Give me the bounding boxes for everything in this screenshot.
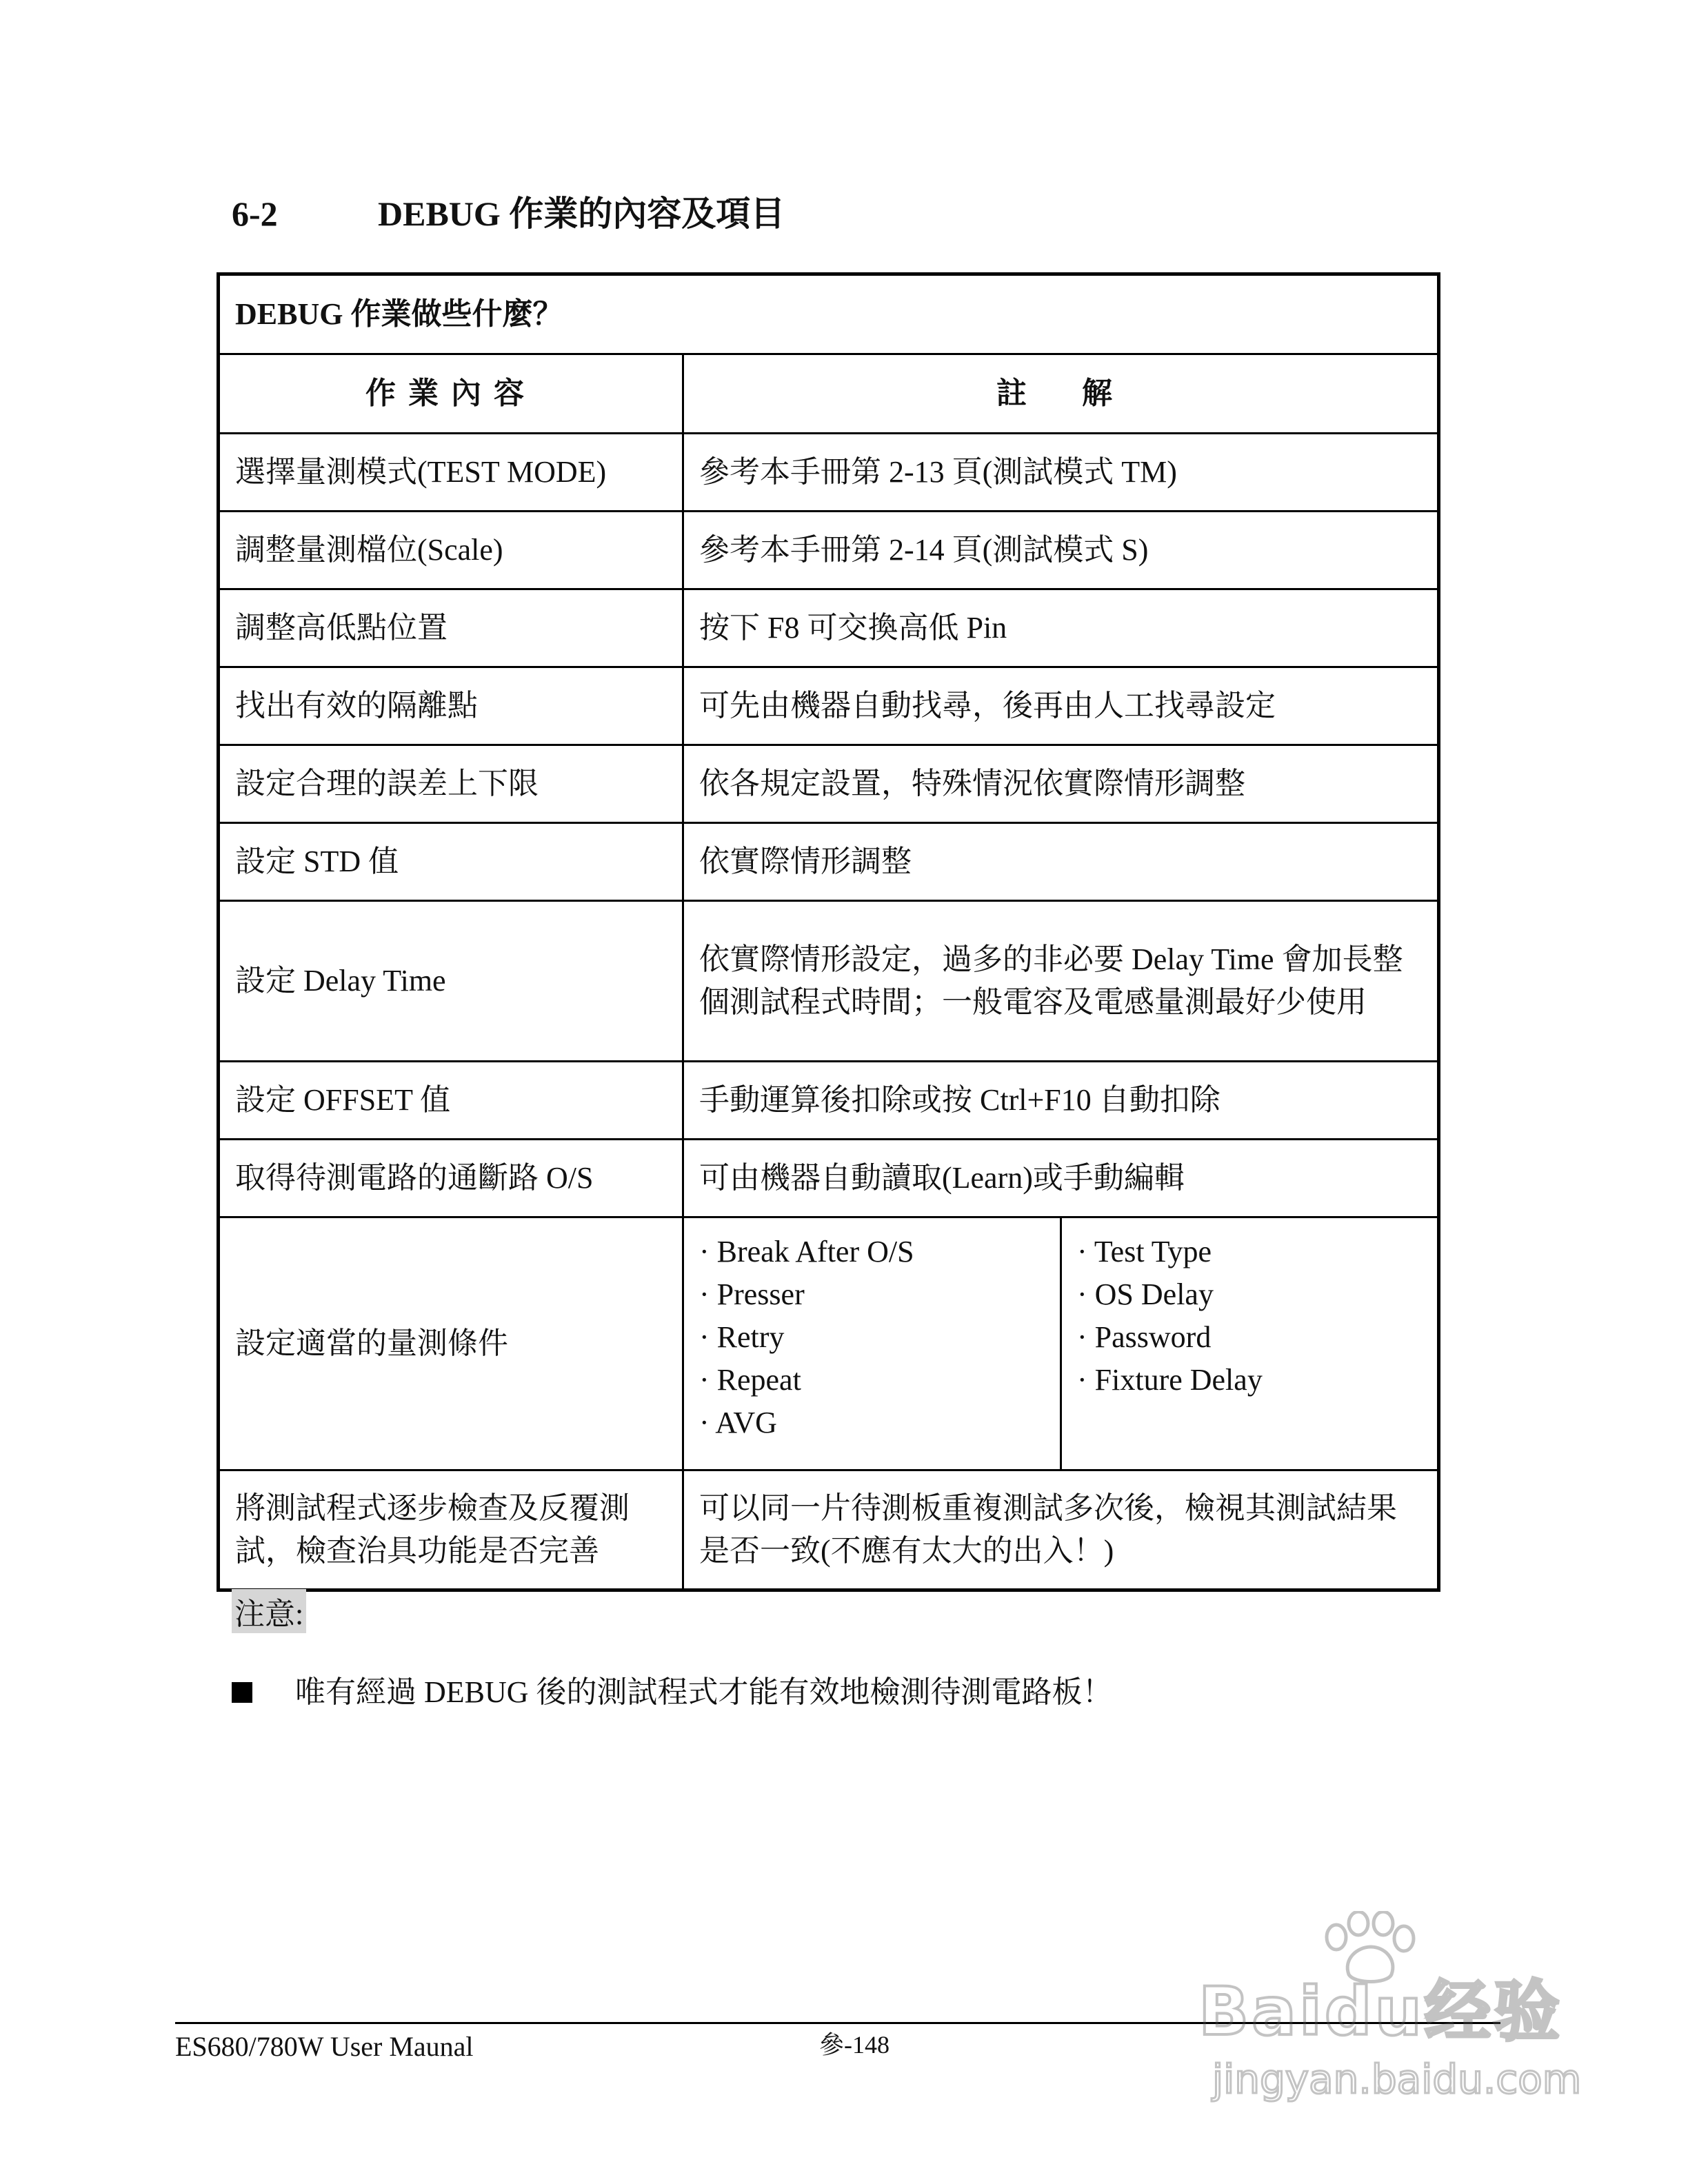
- table-row: [219, 901, 1439, 1062]
- section-title: DEBUG 作業的內容及項目: [378, 194, 785, 233]
- note-cell: 依實際情形設定，過多的非必要 Delay Time 會加長整個測試程式時間；一般電容及電感量測最好少使用: [683, 901, 1439, 1062]
- header-note: 註 解: [683, 354, 1439, 434]
- note-label: 注意:: [232, 1589, 306, 1633]
- table-row: [219, 1062, 1439, 1140]
- note-item: [232, 1667, 1113, 1711]
- note-cell: 參考本手冊第 2-14 頁(測試模式 S): [683, 512, 1439, 589]
- list-item: · Retry: [699, 1320, 785, 1354]
- list-item: · OS Delay: [1077, 1277, 1214, 1311]
- conditions-row: [219, 1217, 1439, 1470]
- task-cell: 將測試程式逐步檢查及反覆測試，檢查治具功能是否完善: [219, 1470, 683, 1590]
- watermark-url: jingyan.baidu.com: [1212, 2056, 1582, 2103]
- note-text: 唯有經過 DEBUG 後的測試程式才能有效地檢測待測電路板！: [295, 1675, 1113, 1709]
- condition-list-right: [1061, 1217, 1439, 1470]
- task-cell: 選擇量測模式(TEST MODE): [219, 434, 683, 512]
- table-row: [219, 823, 1439, 901]
- condition-list-left: [683, 1217, 1061, 1470]
- list-item: · AVG: [699, 1406, 777, 1439]
- table-row: [219, 745, 1439, 823]
- task-cell: 調整高低點位置: [219, 589, 683, 667]
- note-cell: 手動運算後扣除或按 Ctrl+F10 自動扣除: [683, 1062, 1439, 1140]
- table-row: [219, 434, 1439, 512]
- task-cell: 調整量測檔位(Scale): [219, 512, 683, 589]
- table-row: [219, 1470, 1439, 1590]
- list-item: · Break After O/S: [699, 1235, 914, 1268]
- note-cell: 可以同一片待測板重複測試多次後，檢視其測試結果是否一致(不應有太大的出入！): [683, 1470, 1439, 1590]
- note-cell: 參考本手冊第 2-13 頁(測試模式 TM): [683, 434, 1439, 512]
- table-row: [219, 667, 1439, 745]
- section-heading: [232, 186, 785, 236]
- task-cell: 設定 Delay Time: [219, 901, 683, 1062]
- header-task: 作業內容: [219, 354, 683, 434]
- list-item: · Presser: [699, 1277, 805, 1311]
- note-cell: 可先由機器自動找尋，後再由人工找尋設定: [683, 667, 1439, 745]
- table-header-row: [219, 354, 1439, 434]
- list-item: · Password: [1077, 1320, 1212, 1354]
- task-cell: 取得待測電路的通斷路 O/S: [219, 1140, 683, 1217]
- note-cell: 按下 F8 可交換高低 Pin: [683, 589, 1439, 667]
- task-cell: 設定適當的量測條件: [219, 1217, 683, 1470]
- square-bullet-icon: [232, 1682, 252, 1703]
- table-caption: DEBUG 作業做些什麼？: [219, 274, 1439, 354]
- task-cell: 設定 OFFSET 值: [219, 1062, 683, 1140]
- list-item: · Test Type: [1077, 1235, 1212, 1268]
- task-cell: 設定 STD 值: [219, 823, 683, 901]
- list-item: · Repeat: [699, 1363, 801, 1397]
- note-cell: 依各規定設置，特殊情況依實際情形調整: [683, 745, 1439, 823]
- watermark-brand: Baidu经验: [1198, 1973, 1563, 2050]
- section-number: 6-2: [232, 194, 278, 233]
- baidu-watermark: [1192, 1911, 1582, 2138]
- footer-manual-title: ES680/780W User Maunal: [175, 2031, 474, 2062]
- task-cell: 找出有效的隔離點: [219, 667, 683, 745]
- note-cell: 可由機器自動讀取(Learn)或手動編輯: [683, 1140, 1439, 1217]
- note-cell: 依實際情形調整: [683, 823, 1439, 901]
- footer-page-number: 參-148: [819, 2031, 890, 2059]
- table-row: [219, 1140, 1439, 1217]
- table-row: [219, 589, 1439, 667]
- task-cell: 設定合理的誤差上下限: [219, 745, 683, 823]
- table-caption-row: [219, 274, 1439, 354]
- debug-task-table: [217, 272, 1440, 1592]
- list-item: · Fixture Delay: [1077, 1363, 1263, 1397]
- table-row: [219, 512, 1439, 589]
